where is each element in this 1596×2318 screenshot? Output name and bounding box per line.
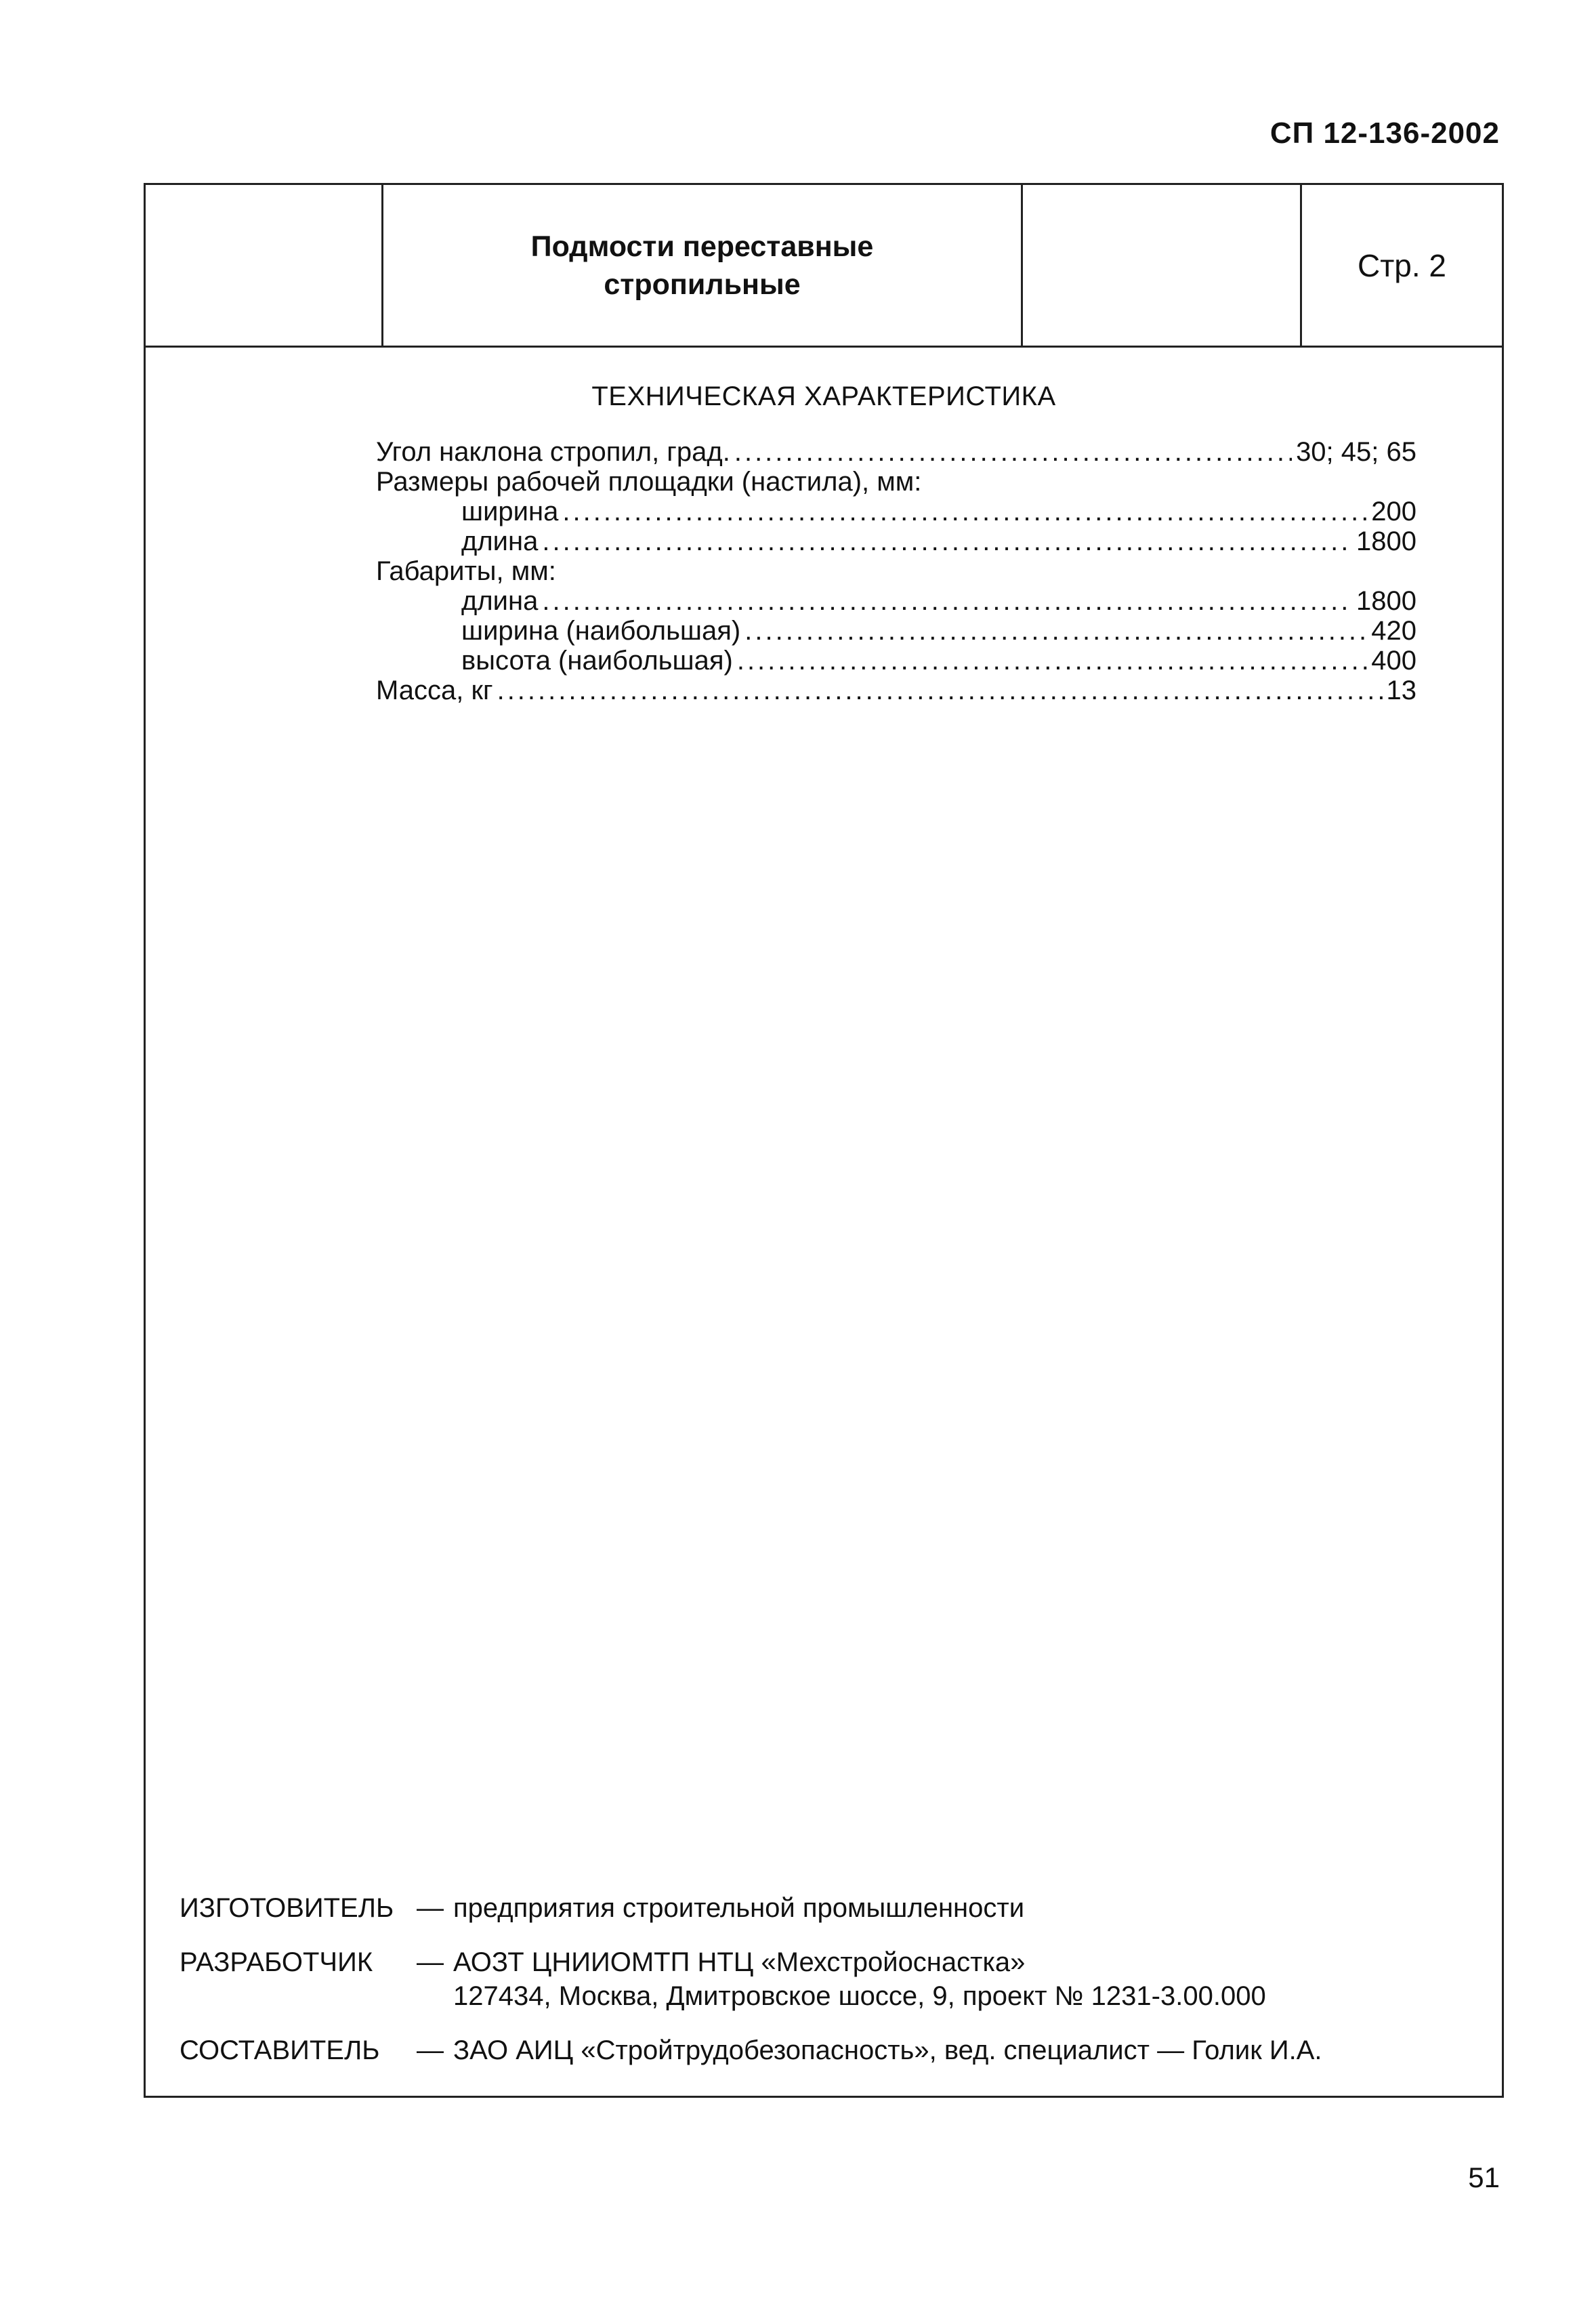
dot-leader — [737, 646, 1367, 676]
developer-address: 127434, Москва, Дмитровское шоссе, 9, проект № 1231-3.00.000 — [453, 1981, 1266, 2011]
spec-value: 400 — [1371, 646, 1416, 676]
spec-value: 420 — [1371, 616, 1416, 646]
manufacturer-row — [180, 1891, 1322, 1925]
compiler-row — [180, 2033, 1322, 2067]
spec-value: 1800 — [1356, 586, 1416, 616]
spec-label: ширина — [461, 497, 559, 526]
developer-row — [180, 1945, 1322, 1979]
compiler-key: СОСТАВИТЕЛЬ — [180, 2035, 380, 2065]
spec-label: Габариты, мм: — [376, 556, 556, 586]
spec-row — [376, 616, 1416, 646]
spec-value: 30; 45; 65 — [1296, 437, 1416, 467]
dash: — — [417, 1893, 444, 1923]
spec-row — [376, 676, 1416, 705]
developer-value: АОЗТ ЦНИИОМТП НТЦ «Мехстройоснастка» — [453, 1947, 1026, 1977]
dash: — — [417, 1947, 444, 1977]
dot-leader — [497, 676, 1383, 705]
spec-row — [376, 497, 1416, 526]
spec-label: длина — [461, 526, 539, 556]
dot-leader — [542, 586, 1352, 616]
manufacturer-value: предприятия строительной промышленности — [453, 1893, 1025, 1923]
developer-address-row — [180, 1979, 1322, 2013]
spec-title: ТЕХНИЧЕСКАЯ ХАРАКТЕРИСТИКА — [591, 381, 1056, 411]
spec-value: 1800 — [1356, 526, 1416, 556]
page-label: Стр. 2 — [1357, 247, 1446, 283]
spec-label: Размеры рабочей площадки (настила), мм: — [376, 467, 922, 497]
spec-label: высота (наибольшая) — [461, 646, 733, 676]
developer-key: РАЗРАБОТЧИК — [180, 1947, 373, 1977]
title-block-title-cell — [383, 185, 1023, 346]
manufacturer-key: ИЗГОТОВИТЕЛЬ — [180, 1893, 394, 1923]
spec-label: ширина (наибольшая) — [461, 616, 741, 646]
title-line-1: Подмости переставные — [530, 230, 874, 263]
spec-value: 13 — [1386, 676, 1416, 705]
spec-label: Масса, кг — [376, 676, 493, 705]
dot-leader — [562, 497, 1367, 526]
dot-leader — [744, 616, 1367, 646]
spec-row — [376, 526, 1416, 556]
dot-leader — [542, 526, 1352, 556]
title-block — [146, 185, 1502, 348]
spec-row — [376, 437, 1416, 467]
credits-block — [180, 1891, 1322, 2067]
spec-value: 200 — [1371, 497, 1416, 526]
compiler-value: ЗАО АИЦ «Стройтрудобезопасность», вед. специалист — Голик И.А. — [453, 2035, 1322, 2065]
page-number: 51 — [1468, 2161, 1500, 2193]
title-block-empty-cell — [146, 185, 383, 346]
spec-group-heading — [376, 556, 1416, 586]
spec-list — [376, 437, 1416, 705]
title-line-2: стропильные — [604, 268, 801, 301]
spec-label: Угол наклона стропил, град. — [376, 437, 730, 467]
title-block-empty-cell-2 — [1023, 185, 1302, 346]
document-code: СП 12-136-2002 — [1269, 117, 1500, 150]
spec-row — [376, 646, 1416, 676]
spec-row — [376, 586, 1416, 616]
spec-group-heading — [376, 467, 1416, 497]
dot-leader — [734, 437, 1292, 467]
spec-label: длина — [461, 586, 539, 616]
dash: — — [417, 2035, 444, 2065]
document-frame — [144, 183, 1504, 2098]
